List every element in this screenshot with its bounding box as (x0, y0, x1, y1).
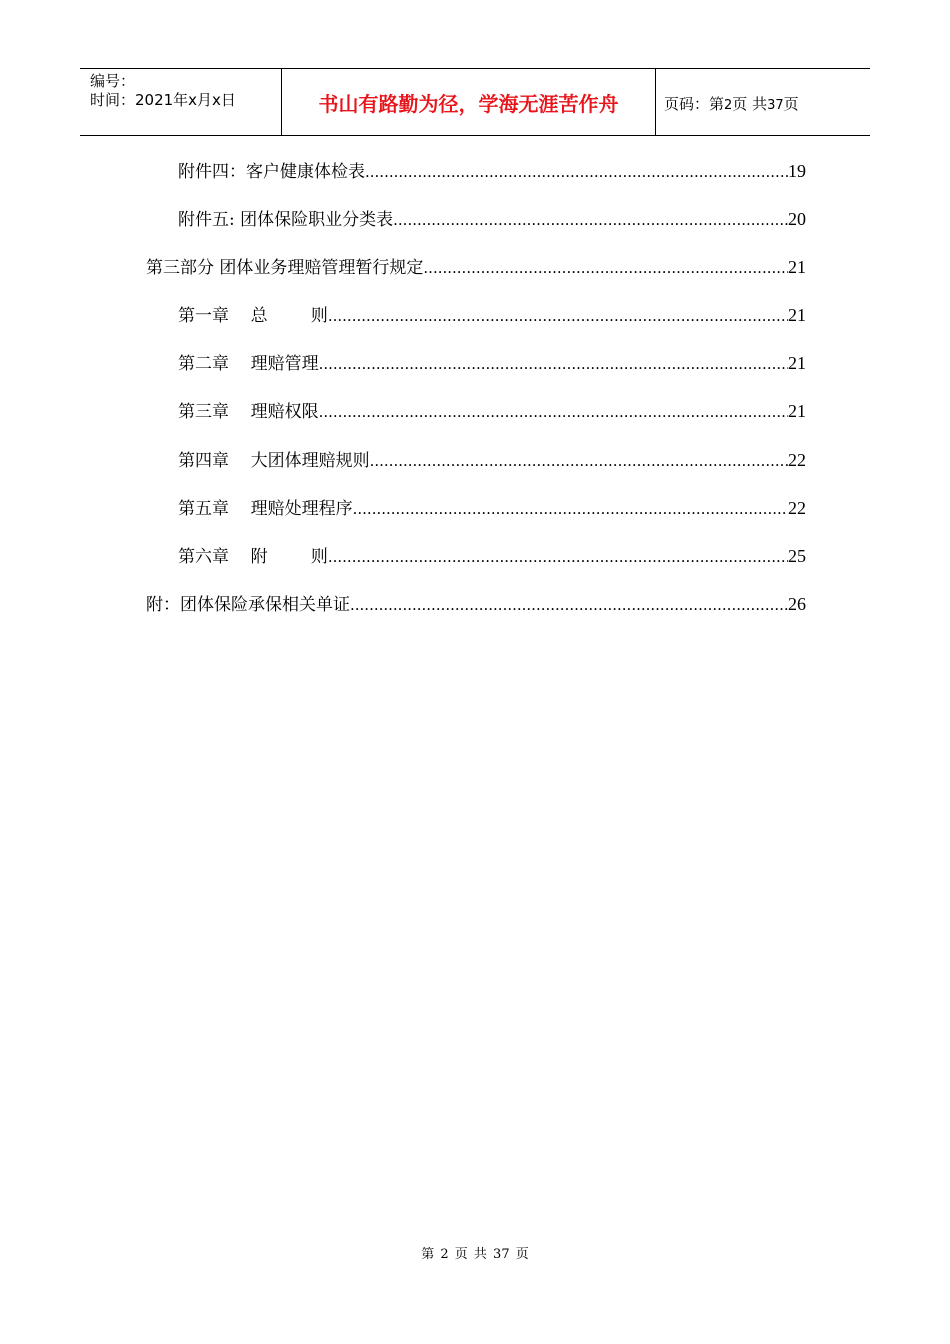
toc-entry-title: 第四章 大团体理赔规则 (178, 451, 370, 471)
header-page-cell (654, 69, 870, 135)
toc-entry-page: 21 (788, 257, 806, 277)
date-label: 时间：2021年x月x日 (90, 91, 236, 109)
toc-entry[interactable] (178, 207, 806, 231)
toc-entry-page: 21 (788, 401, 806, 421)
toc-entry-title: 第三章 理赔权限 (178, 402, 319, 422)
toc-entry-title: 第六章 附 则 (178, 547, 328, 567)
toc-entry-page: 22 (788, 498, 806, 518)
toc-leader-dots (393, 208, 788, 232)
toc-entry[interactable] (146, 592, 806, 616)
toc-entry-title: 第五章 理赔处理程序 (178, 499, 353, 519)
toc-entry[interactable] (178, 303, 806, 327)
motto-text: 书山有路勤为径，学海无涯苦作舟 (318, 92, 619, 116)
page-prefix: 页码：第 (664, 95, 725, 113)
toc-leader-dots (319, 400, 788, 424)
header-motto-cell (281, 69, 656, 135)
toc-leader-dots (350, 593, 788, 617)
toc-entry-page: 26 (788, 594, 806, 614)
header-page-info (664, 94, 799, 116)
page-mid: 页 共 (732, 95, 768, 113)
header-meta-cell (80, 69, 281, 135)
toc-entry-title: 附件四：客户健康体检表 (178, 162, 365, 182)
toc-entry[interactable] (178, 496, 806, 520)
toc-entry-title: 附：团体保险承保相关单证 (146, 595, 350, 615)
page-current-number: 2 (724, 98, 733, 113)
toc-leader-dots (319, 352, 788, 376)
toc-entry[interactable] (178, 448, 806, 472)
toc-entry[interactable] (178, 159, 806, 183)
toc-entry[interactable] (178, 544, 806, 568)
toc-entry-page: 21 (788, 353, 806, 373)
page-header (80, 68, 870, 136)
toc-leader-dots (365, 160, 788, 184)
toc-entry-page: 25 (788, 546, 806, 566)
toc-entry-title: 第三部分 团体业务理赔管理暂行规定 (146, 258, 424, 278)
toc-entry-page: 19 (788, 161, 806, 181)
toc-entry[interactable] (146, 255, 806, 279)
toc-entry-title: 第一章 总 则 (178, 306, 328, 326)
serial-number-label: 编号： (90, 72, 136, 90)
toc-entry-page: 22 (788, 450, 806, 470)
toc-leader-dots (370, 449, 788, 473)
toc-entry-title: 第二章 理赔管理 (178, 354, 319, 374)
toc-entry[interactable] (178, 399, 806, 423)
toc-leader-dots (353, 497, 788, 521)
toc-leader-dots (423, 256, 788, 280)
toc-entry-title: 附件五: 团体保险职业分类表 (178, 210, 394, 230)
page-total-number: 37 (767, 98, 784, 113)
toc-entry-page: 20 (788, 209, 806, 229)
page-footer: 第 2 页 共 37 页 (421, 1247, 529, 1262)
toc-leader-dots (328, 304, 788, 328)
toc-entry-page: 21 (788, 305, 806, 325)
toc-entry[interactable] (178, 351, 806, 375)
page-suffix: 页 (783, 95, 799, 113)
toc-leader-dots (328, 545, 788, 569)
